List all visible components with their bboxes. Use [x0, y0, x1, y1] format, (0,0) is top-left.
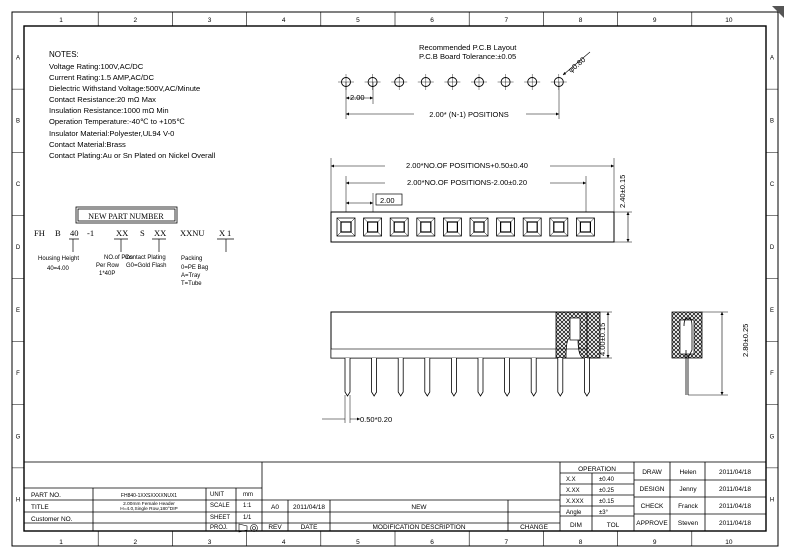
contact-opening: [368, 222, 378, 232]
legend-text: G0=Gold Flash: [126, 263, 167, 269]
top-view: [331, 158, 632, 242]
sheet-value: 1/1: [243, 515, 252, 521]
approval-date: 2011/04/18: [718, 486, 752, 493]
part-number-heading: NEW PART NUMBER: [88, 212, 164, 221]
zone-row-label: A: [15, 55, 21, 62]
legend-text: 1*40P: [99, 271, 116, 277]
approvals: [636, 469, 751, 527]
zone-column-label: 10: [725, 539, 733, 546]
contact-opening: [341, 222, 351, 232]
code-segment: -1: [87, 228, 95, 238]
zone-row-label: F: [770, 371, 774, 378]
contact-chamfer: [576, 218, 594, 236]
tolerance-value: ±0.15: [599, 499, 614, 505]
contact-chamfer: [364, 218, 382, 236]
pin: [345, 358, 350, 396]
top-height-label: 2.40±0.15: [618, 174, 627, 208]
contact-chamfer: [417, 218, 435, 236]
note-line: Contact Plating:Au or Sn Plated on Nickel Overall: [49, 151, 216, 160]
zone-column-label: 10: [725, 17, 733, 24]
legend-text: T=Tube: [181, 281, 202, 287]
code-segment: 1: [227, 228, 232, 238]
scale-label: SCALE: [210, 503, 230, 509]
rev-header: CHANGE: [520, 524, 548, 531]
legend-text: Per Row: [96, 263, 120, 269]
zone-row-label: B: [769, 118, 775, 125]
tolerance-title: OPERATION: [578, 466, 616, 473]
rev-header: DATE: [300, 524, 318, 531]
rev-date: 2011/04/18: [292, 504, 326, 511]
zone-column-label: 9: [652, 17, 657, 24]
rev-header: MODIFICATION DESCRIPTION: [372, 524, 466, 531]
pitch-label: 2.00: [350, 93, 365, 102]
tolerance-dim: X.XXX: [566, 499, 584, 505]
contact-opening: [447, 222, 457, 232]
zone-column-label: 5: [356, 17, 360, 24]
zone-row-label: B: [15, 118, 21, 125]
pcb-title: Recommended P.C.B Layout: [419, 43, 517, 52]
zone-column-label: 4: [281, 539, 286, 546]
header-body-top: [331, 212, 614, 242]
contact-opening: [421, 222, 431, 232]
scale-value: 1:1: [243, 503, 252, 509]
legend-text: 0=PE Bag: [181, 265, 209, 271]
zone-column-label: 4: [281, 17, 286, 24]
contact-opening: [501, 222, 511, 232]
pcb-hole-centerline: [418, 74, 434, 90]
contact-chamfer: [523, 218, 541, 236]
zone-row-label: D: [15, 244, 21, 251]
contact-chamfer: [497, 218, 515, 236]
zone-row-label: G: [15, 434, 21, 441]
note-line: Operation Temperature:-40℃ to +105℃: [49, 117, 185, 126]
approval-name: Jenny: [679, 486, 697, 493]
note-line: Current Rating:1.5 AMP,AC/DC: [49, 73, 154, 82]
side-height-label: 4.00±0.15: [598, 322, 607, 356]
zone-column-label: 1: [59, 539, 63, 546]
approval-name: Helen: [679, 469, 697, 476]
notes-title: NOTES:: [49, 50, 79, 59]
tolerance-footer: DIM: [570, 522, 582, 529]
code-segment: XXNU: [180, 228, 205, 238]
zone-row-label: G: [769, 434, 775, 441]
title-label: TITLE: [31, 504, 49, 511]
approval-name: Franck: [678, 503, 698, 510]
zone-row-label: E: [769, 308, 775, 315]
pcb-layout: [338, 43, 590, 119]
note-line: Contact Resistance:20 mΩ Max: [49, 95, 156, 104]
approval-date: 2011/04/18: [718, 503, 752, 510]
contact-opening: [554, 222, 564, 232]
pin: [425, 358, 430, 396]
tolerance-value: ±3°: [599, 510, 609, 516]
top-pitch-label: 2.00: [380, 196, 395, 205]
unit-label: UNIT: [210, 492, 224, 498]
tolerance-dim: X.X: [566, 477, 576, 483]
section-height-label: 2.80±0.25: [741, 323, 750, 357]
zone-column-label: 6: [430, 17, 434, 24]
title-block: [24, 462, 766, 532]
zone-column-label: 2: [133, 539, 138, 546]
pcb-hole-centerline: [391, 74, 407, 90]
customer-no-label: Customer NO.: [31, 516, 73, 523]
legend-text: Contact Plating: [125, 255, 166, 261]
zone-row-label: E: [15, 308, 21, 315]
contact-opening: [394, 222, 404, 232]
contact-chamfer: [337, 218, 355, 236]
total-length-label: 2.00*NO.OF POSITIONS+0.50±0.40: [406, 161, 528, 170]
pcb-hole-centerline: [498, 74, 514, 90]
approval-date: 2011/04/18: [718, 520, 752, 527]
inner-length-label: 2.00*NO.OF POSITIONS-2.00±0.20: [407, 178, 527, 187]
unit-value: mm: [243, 492, 253, 498]
pcb-hole-centerline: [524, 74, 540, 90]
notes-block: [49, 50, 216, 160]
zone-row-label: F: [16, 371, 20, 378]
contact-opening: [580, 222, 590, 232]
code-segment: FH: [34, 228, 45, 238]
legend-text: 40=4.00: [47, 266, 69, 272]
approval-role: DESIGN: [639, 486, 665, 493]
tolerance-dim: X.XX: [566, 488, 580, 494]
approval-date: 2011/04/18: [718, 469, 752, 476]
rev-header: REV: [268, 524, 282, 531]
zone-column-label: 2: [133, 17, 138, 24]
contact-opening: [527, 222, 537, 232]
zone-row-label: C: [769, 181, 775, 188]
positions-label: 2.00* (N-1) POSITIONS: [429, 110, 509, 119]
part-number-block: [34, 207, 234, 287]
contact-opening: [474, 222, 484, 232]
zone-column-label: 3: [207, 539, 212, 546]
note-line: Insulation Resistance:1000 mΩ Min: [49, 106, 169, 115]
title-value: H=4.0,Single Row,180°DIP: [120, 507, 178, 512]
pin: [372, 358, 377, 396]
pin: [584, 358, 589, 396]
contact-chamfer: [470, 218, 488, 236]
approval-role: CHECK: [640, 503, 664, 510]
zone-row-label: A: [769, 55, 775, 62]
part-no-label: PART NO.: [31, 492, 61, 499]
legend-text: Housing Height: [38, 256, 80, 262]
section-view: [672, 312, 750, 395]
zone-row-label: D: [769, 244, 775, 251]
zone-column-label: 9: [652, 539, 657, 546]
pin: [531, 358, 536, 396]
rev-description: NEW: [411, 504, 427, 511]
pcb-hole-centerline: [365, 74, 381, 90]
zone-column-label: 5: [356, 539, 360, 546]
pin: [398, 358, 403, 396]
zone-column-label: 7: [504, 17, 509, 24]
legend-text: Packing: [181, 256, 203, 262]
note-line: Dielectric Withstand Voltage:500V,AC/Minute: [49, 84, 201, 93]
pin: [558, 358, 563, 396]
title-value: 2.00mm Female Header: [123, 502, 175, 507]
part-no-value: FH840-1XXSXXXXNUX1: [120, 493, 178, 499]
pin: [478, 358, 483, 396]
code-segment: X: [219, 228, 226, 238]
pin-size-label: 0.50*0.20: [360, 415, 393, 424]
approval-role: APPROVE: [636, 520, 668, 527]
legend-text: A=Tray: [181, 273, 201, 279]
code-segment: S: [140, 228, 145, 238]
contact-chamfer: [390, 218, 408, 236]
tolerance-value: ±0.25: [599, 488, 614, 494]
pcb-holes: [338, 74, 567, 90]
sheet-label: SHEET: [210, 515, 231, 521]
zone-column-label: 7: [504, 539, 509, 546]
zone-column-label: 1: [59, 17, 63, 24]
contact-chamfer: [443, 218, 461, 236]
zone-column-label: 8: [578, 17, 583, 24]
note-line: Voltage Rating:100V,AC/DC: [49, 62, 144, 71]
pcb-tolerance: P.C.B Board Tolerance:±0.05: [419, 52, 517, 61]
approval-role: DRAW: [642, 469, 662, 476]
zone-row-label: H: [769, 497, 775, 504]
tolerance-dim: Angle: [566, 510, 582, 516]
zone-row-label: H: [15, 497, 21, 504]
pin: [451, 358, 456, 396]
note-line: Insulator Material:Polyester,UL94 V-0: [49, 129, 175, 138]
pin: [505, 358, 510, 396]
approval-name: Steven: [677, 520, 699, 527]
code-segment: B: [55, 228, 61, 238]
zone-column-label: 8: [578, 539, 583, 546]
side-pins: [345, 358, 589, 396]
legend-text: NO.of Pins: [104, 255, 134, 261]
tolerance-value: ±0.40: [599, 477, 614, 483]
zone-column-label: 3: [207, 17, 212, 24]
zone-row-label: C: [15, 181, 21, 188]
side-view: [322, 312, 612, 424]
contact-chamfer: [550, 218, 568, 236]
pcb-hole-centerline: [471, 74, 487, 90]
pcb-hole-centerline: [444, 74, 460, 90]
note-line: Contact Material:Brass: [49, 140, 126, 149]
code-segment: XX: [154, 228, 167, 238]
top-cells: [337, 218, 594, 236]
rev-value: A0: [271, 504, 279, 511]
tolerance-footer: TOL: [606, 522, 620, 529]
zone-column-label: 6: [430, 539, 434, 546]
code-segment: 40: [70, 228, 79, 238]
code-segment: XX: [116, 228, 129, 238]
projection-label: PROJ.: [210, 525, 228, 531]
hole-diameter-label: φ0.80: [566, 55, 588, 75]
